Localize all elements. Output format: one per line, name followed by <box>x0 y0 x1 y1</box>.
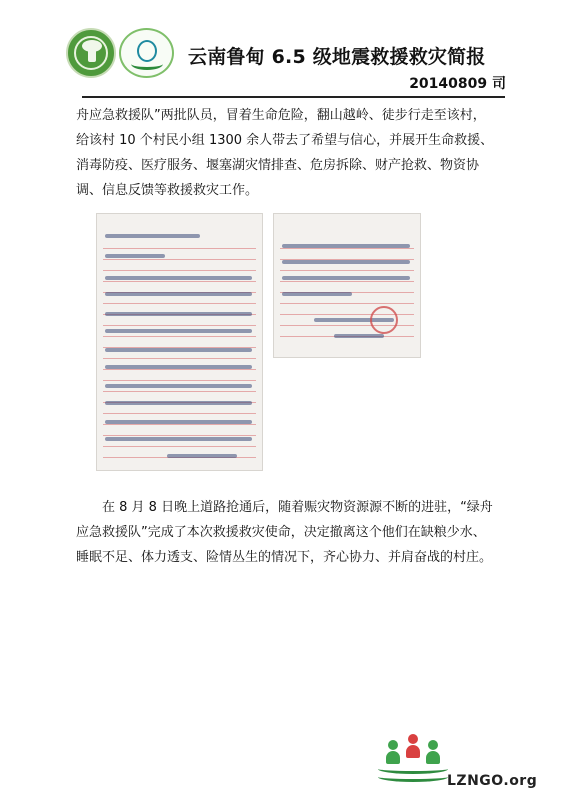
handwriting-line <box>105 234 200 238</box>
tree-icon <box>88 46 96 62</box>
handwritten-letter-left <box>96 213 263 471</box>
person-icon <box>386 740 400 764</box>
handwriting-line <box>282 292 352 296</box>
page-title: 云南鲁甸 6.5 级地震救援救灾简报 <box>188 46 486 68</box>
paragraph-bottom: 在 8 月 8 日晚上道路抢通后，随着赈灾物资源源不断的进驻，“绿舟应急救援队”完成了本次救援救灾使命，决定撤离这个他们在缺粮少水、睡眠不足、体力透支、险情丛生的情况下，齐心协力、并肩奋战的村庄。 <box>76 500 493 565</box>
footer-org-label: LZNGO.org <box>447 773 538 789</box>
handwriting-line <box>334 334 384 338</box>
person-icon <box>426 740 440 764</box>
emergency-rescue-logo <box>119 28 174 78</box>
report-date: 20140809 司 <box>409 76 506 92</box>
handwriting-line <box>105 437 252 441</box>
handwriting-line <box>167 454 237 458</box>
lzngo-people-logo <box>378 734 448 788</box>
header-divider <box>82 96 505 98</box>
handwriting-line <box>105 292 252 296</box>
lvzhou-logo <box>66 28 116 78</box>
handwriting-line <box>105 401 252 405</box>
handwriting-line <box>105 329 252 333</box>
handwriting-line <box>282 244 410 248</box>
handwritten-letter-right <box>273 213 421 358</box>
paragraph-top: 舟应急救援队”两批队员，冒着生命危险，翻山越岭、徒步行走至该村，给该村 10 个村民小组 1300 余人带去了希望与信心，并展开生命救援、消毒防疫、医疗服务、堰塞湖灾情排查、危房拆除、财产抢救、物资协调、信息反馈等救援救灾工作。 <box>76 108 494 198</box>
handwriting-line <box>282 276 410 280</box>
wave-icon <box>378 772 448 782</box>
handwriting-line <box>282 260 410 264</box>
handwriting-line <box>105 384 252 388</box>
handwriting-line <box>105 312 252 316</box>
handwriting-line <box>105 348 252 352</box>
handwriting-line <box>105 365 252 369</box>
person-icon <box>406 734 420 758</box>
handwriting-line <box>105 276 252 280</box>
handwriting-line <box>105 254 165 258</box>
red-seal-stamp <box>370 306 398 334</box>
handwriting-line <box>105 420 252 424</box>
logo-arc <box>131 58 163 70</box>
